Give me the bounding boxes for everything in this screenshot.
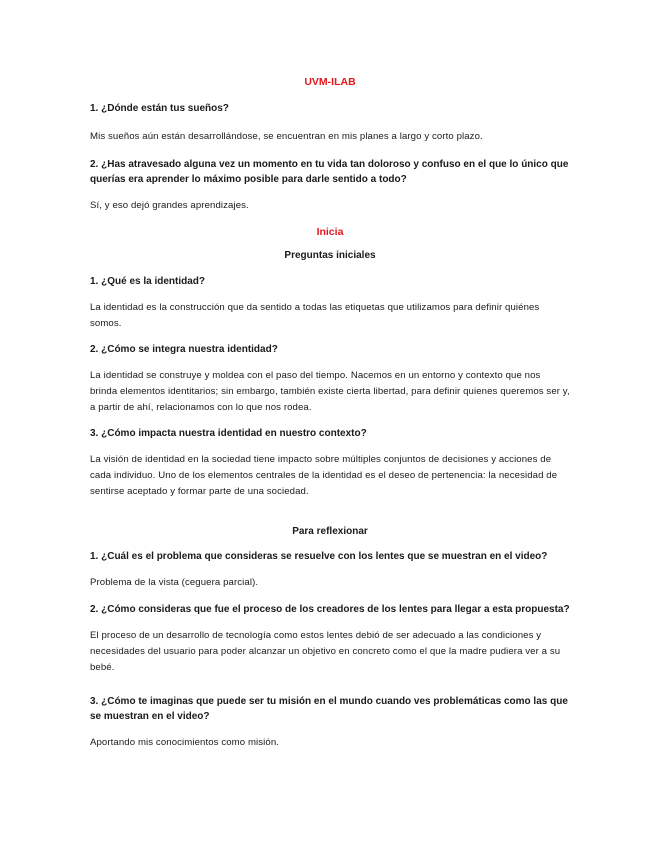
inicia-question-1: 1. ¿Qué es la identidad? (90, 276, 206, 287)
reflexionar-answer-1: Problema de la vista (ceguera parcial). (90, 577, 259, 588)
reflexionar-answer-3: Aportando mis conocimientos como misión. (90, 737, 280, 748)
inicia-question-3: 3. ¿Cómo impacta nuestra identidad en nuestro contexto? (90, 428, 367, 439)
section-label-inicia: Inicia (316, 226, 344, 238)
intro-answer-2: Sí, y eso dejó grandes aprendizajes. (90, 200, 249, 211)
document-body (90, 76, 570, 751)
section-subtitle-para-reflexionar: Para reflexionar (292, 526, 368, 537)
reflexionar-question-3: 3. ¿Cómo te imaginas que puede ser tu misión en el mundo cuando ves problemáticas como las que se muestran en el video? (90, 696, 568, 722)
intro-question-2: 2. ¿Has atravesado alguna vez un momento en tu vida tan doloroso y confuso en el que lo único que querías era aprender lo máximo posible para darle sentido a todo? (90, 159, 569, 185)
inicia-answer-1: La identidad es la construcción que da sentido a todas las etiquetas que utilizamos para definir quiénes somos. (90, 302, 540, 329)
intro-question-1: 1. ¿Dónde están tus sueños? (90, 103, 229, 114)
reflexionar-question-2: 2. ¿Cómo consideras que fue el proceso de los creadores de los lentes para llegar a esta propuesta? (90, 604, 570, 615)
reflexionar-answer-2: El proceso de un desarrollo de tecnología como estos lentes debió de ser adecuado a las condiciones y necesidades del usuario para poder alcanzar un objetivo en concreto como el que la madre pudiera ver a su bebé. (90, 630, 561, 673)
reflexionar-question-1: 1. ¿Cuál es el problema que consideras se resuelve con los lentes que se muestran en el video? (90, 551, 548, 562)
inicia-answer-3: La visión de identidad en la sociedad tiene impacto sobre múltiples conjuntos de decisiones y acciones de cada individuo. Uno de los elementos centrales de la identidad es el deseo de pertenencia: la necesidad de sentirse aceptado y formar parte de una sociedad. (90, 454, 558, 497)
document-title: UVM-ILAB (304, 76, 356, 88)
intro-answer-1: Mis sueños aún están desarrollándose, se encuentran en mis planes a largo y corto plazo. (90, 131, 483, 142)
inicia-answer-2: La identidad se construye y moldea con el paso del tiempo. Nacemos en un entorno y contexto que nos brinda elementos identitarios; sin embargo, también existe cierta libertad, para definir quienes queremos ser y, a partir de ahí, relacionamos con lo que nos rodea. (90, 370, 570, 413)
inicia-question-2: 2. ¿Cómo se integra nuestra identidad? (90, 344, 278, 355)
section-subtitle-preguntas-iniciales: Preguntas iniciales (284, 250, 376, 261)
